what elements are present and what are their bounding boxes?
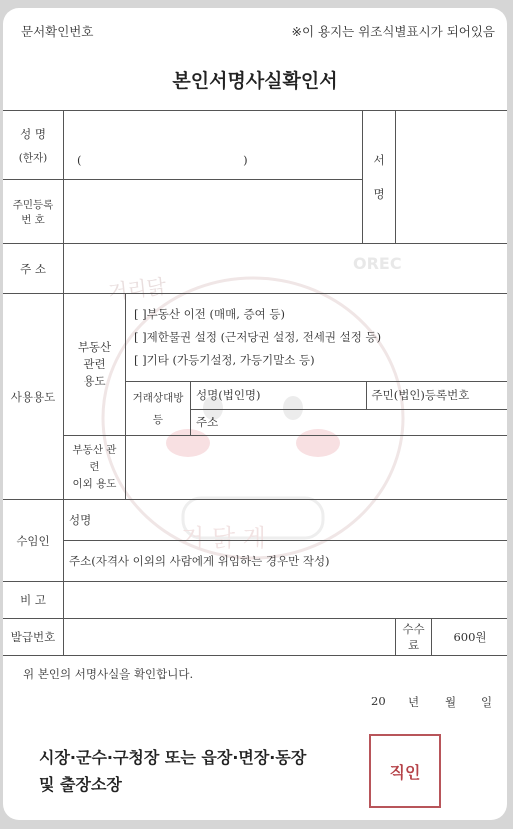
forgery-notice: ※이 용지는 위조식별표시가 되어있음: [291, 24, 495, 39]
confirmation-form-table: [3, 110, 507, 656]
remarks-label: 비 고: [3, 582, 64, 619]
issue-number-label: 발급번호: [3, 619, 64, 656]
id-input-cell[interactable]: [64, 180, 363, 244]
counterparty-subtable: [191, 382, 507, 435]
corp-id-field[interactable]: 주민(법인)등록번호: [366, 382, 507, 409]
address-input-cell[interactable]: [64, 244, 508, 294]
hanja-label: (한자): [18, 151, 48, 164]
page-title: 본인서명사실확인서: [172, 70, 338, 92]
signature-input-cell[interactable]: [396, 111, 508, 244]
recipient-name-field[interactable]: 성명: [64, 500, 508, 541]
date-day-label: 일: [481, 695, 493, 709]
date-year-label: 년: [408, 695, 420, 709]
usage-label: 사용용도: [3, 294, 64, 500]
recipient-address-field[interactable]: 주소(자격사 이외의 사람에게 위임하는 경우만 작성): [64, 541, 508, 582]
signature-label-cell: [363, 111, 396, 244]
signature-label-1: 서: [373, 153, 385, 167]
realestate-usage-label: 부동산 관련 용도: [64, 294, 126, 436]
counterparty-address-field[interactable]: 주소: [196, 415, 219, 430]
confirm-statement: 위 본인의 서명사실을 확인합니다.: [23, 667, 194, 681]
id-label-cell: [3, 180, 64, 244]
counterparty-cell: [191, 382, 508, 436]
remarks-input[interactable]: [64, 582, 508, 619]
non-realestate-usage-label: 부동산 관련 이외 용도: [64, 436, 126, 500]
id-label-1: 주민등록: [12, 198, 54, 211]
watermark-text-2: OREC: [353, 254, 402, 273]
name-label-cell: [3, 111, 64, 180]
counterparty-label: 거래상대방 등: [126, 382, 191, 436]
corp-name-field[interactable]: 성명(법인명): [191, 382, 366, 409]
seal-text: 직인: [389, 762, 421, 782]
document-card: [3, 8, 507, 820]
non-realestate-usage-input[interactable]: [126, 436, 508, 500]
option-transfer-checkbox[interactable]: [ ]부동산 이전 (매매, 증여 등): [134, 307, 285, 321]
issuing-office-line-2: 및 출장소장: [39, 775, 122, 794]
doc-number-label: 문서확인번호: [21, 24, 94, 39]
official-seal-box: [369, 734, 441, 808]
issuing-office: [39, 744, 306, 798]
paren-close: ): [243, 153, 248, 167]
recipient-label: 수임인: [3, 500, 64, 582]
watermark-text-1: 거리닭: [107, 274, 168, 304]
issue-number-input[interactable]: [64, 619, 396, 656]
address-label: 주 소: [3, 244, 64, 294]
fee-label: 수수료: [396, 619, 432, 656]
realestate-options-cell: [126, 294, 508, 382]
fee-value: 600원: [432, 619, 508, 656]
watermark-text-3: 거 닭 게: [181, 524, 266, 552]
date-month-label: 월: [445, 695, 457, 709]
issuing-office-line-1: 시장·군수·구청장 또는 읍장·면장·동장: [39, 748, 307, 767]
signature-label-2: 명: [373, 187, 385, 201]
option-restricted-right-checkbox[interactable]: [ ]제한물권 설정 (근저당권 설정, 전세권 설정 등): [134, 330, 382, 344]
name-input-cell[interactable]: [64, 111, 363, 180]
name-label: 성 명: [20, 126, 46, 141]
option-other-checkbox[interactable]: [ ]기타 (가등기설정, 가등기말소 등): [134, 353, 315, 367]
date-year: 20: [371, 694, 386, 708]
paren-open: (: [77, 153, 82, 167]
id-label-2: 번 호: [21, 213, 45, 226]
